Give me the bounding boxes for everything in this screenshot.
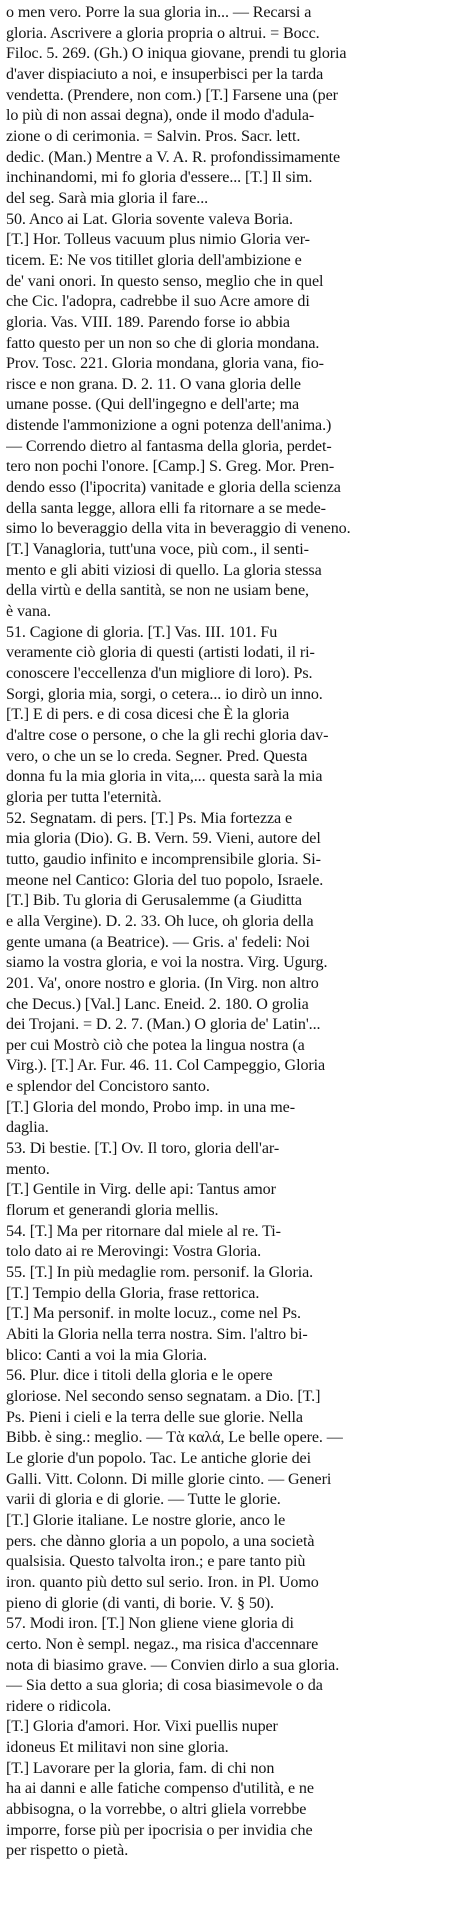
text-line: abbisogna, o la vorrebbe, o altri gliela vorrebbe <box>6 1801 307 1819</box>
text-line: ridere o ridicola. <box>6 1697 111 1715</box>
text-line: d'aver dispiaciuto a noi, e insuperbisci per la tarda <box>6 65 324 83</box>
text-line: iron. quanto più detto sul serio. Iron. in Pl. Uomo <box>6 1573 319 1591</box>
text-line: [T.] Bib. Tu gloria di Gerusalemme (a Giuditta <box>6 892 302 910</box>
text-line: dedic. (Man.) Mentre a V. A. R. profondissimamente <box>6 148 341 166</box>
text-line: [T.] Glorie italiane. Le nostre glorie, anco le <box>6 1511 286 1529</box>
text-line: 51. Cagione di gloria. [T.] Vas. III. 101. Fu <box>6 623 278 641</box>
text-line: o men vero. Porre la sua gloria in... — Recarsi a <box>6 4 312 21</box>
text-line: Galli. Vitt. Colonn. Di mille glorie cinto. — Generi <box>6 1470 332 1488</box>
text-line: 201. Va', onore nostro e gloria. (In Virg. non altro <box>6 974 319 992</box>
text-line: donna fu la mia gloria in vita,... questa sarà la mia <box>6 768 323 786</box>
text-line: veramente ciò gloria di questi (artisti lodati, il ri- <box>6 644 315 662</box>
text-line: umane posse. (Qui dell'ingegno e dell'arte; ma <box>6 396 300 414</box>
text-line: distende l'ammonizione a ogni potenza dell'anima.) <box>6 417 332 435</box>
text-line: simo lo beveraggio della vita in beveraggio di veneno. <box>6 520 351 538</box>
text-line: certo. Non è sempl. negaz., ma risica d'accennare <box>6 1635 319 1653</box>
text-line: imporre, forse più per ipocrisia o per invidia che <box>6 1821 313 1839</box>
text-line: pers. che dànno gloria a un popolo, a una società <box>6 1532 315 1550</box>
text-line: che Decus.) [Val.] Lanc. Eneid. 2. 180. O grolia <box>6 995 309 1013</box>
text-line: Sorgi, gloria mia, sorgi, o cetera... io dirò un inno. <box>6 685 323 703</box>
text-line: dei Trojani. = D. 2. 7. (Man.) O gloria de' Latin'... <box>6 1016 321 1034</box>
text-line: Le glorie d'un popolo. Tac. Le antiche glorie dei <box>6 1449 311 1467</box>
text-line: ha ai danni e alle fatiche compenso d'utilità, e ne <box>6 1780 314 1798</box>
text-line: e splendor del Concistoro santo. <box>6 1078 210 1096</box>
text-line: tero non pochi l'onore. [Camp.] S. Greg. Mor. Pren- <box>6 458 335 476</box>
text-line: risce e non grana. D. 2. 11. O vana gloria delle <box>6 375 301 393</box>
text-line: idoneus Et militavi non sine gloria. <box>6 1739 229 1757</box>
text-line: gloriose. Nel secondo senso segnatam. a Dio. [T.] <box>6 1387 321 1405</box>
text-line: blico: Canti a voi la mia Gloria. <box>6 1346 207 1364</box>
text-line: [T.] Gloria d'amori. Hor. Vixi puellis nuper <box>6 1718 278 1736</box>
text-line: [T.] Ma personif. in molte locuz., come nel Ps. <box>6 1305 301 1323</box>
text-line: Ps. Pieni i cieli e la terra delle sue glorie. Nella <box>6 1408 303 1426</box>
text-line: varii di gloria e di glorie. — Tutte le glorie. <box>6 1491 281 1509</box>
text-line: 52. Segnatam. di pers. [T.] Ps. Mia fortezza e <box>6 809 293 827</box>
text-line: gloria. Vas. VIII. 189. Parendo forse io abbia <box>6 313 290 331</box>
text-line: del seg. Sarà mia gloria il fare... <box>6 189 209 207</box>
text-line: pieno di glorie (di vanti, di borie. V. § 50). <box>6 1594 274 1612</box>
text-line: fatto questo per un non so che di gloria mondana. <box>6 334 320 352</box>
text-line: [T.] Lavorare per la gloria, fam. di chi non <box>6 1759 275 1777</box>
text-line: meone nel Cantico: Gloria del tuo popolo, Israele. <box>6 871 324 889</box>
text-line: per cui Mostrò ciò che potea la lingua nostra (a <box>6 1036 305 1054</box>
text-line: [T.] Gentile in Virg. delle api: Tantus amor <box>6 1181 276 1199</box>
text-line: 50. Anco ai Lat. Gloria sovente valeva Boria. <box>6 210 293 228</box>
text-line: [T.] Tempio della Gloria, frase rettorica. <box>6 1284 260 1302</box>
text-line: florum et generandi gloria mellis. <box>6 1202 219 1220</box>
text-line: per rispetto o pietà. <box>6 1842 129 1860</box>
text-line: vendetta. (Prendere, non com.) [T.] Farsene una (per <box>6 86 338 104</box>
text-line: della virtù e della santità, se non ne usiam bene, <box>6 582 309 600</box>
text-line: ticem. E: Ne vos titillet gloria dell'ambizione e <box>6 251 302 269</box>
text-line: conoscere l'eccellenza d'un migliore di loro). Ps. <box>6 665 313 682</box>
text-line: qualsisia. Questo talvolta iron.; e pare tanto più <box>6 1553 306 1571</box>
text-line: e alla Vergine). D. 2. 33. Oh luce, oh gloria della <box>6 912 314 930</box>
text-line: 53. Di bestie. [T.] Ov. Il toro, gloria dell'ar- <box>6 1140 280 1158</box>
text-line: gloria. Ascrivere a gloria propria o altrui. = Bocc. <box>6 24 320 42</box>
text-line: — Sia detto a sua gloria; di cosa biasimevole o da <box>6 1677 323 1695</box>
text-line: mento. <box>6 1160 50 1178</box>
text-line: tolo dato ai re Merovingi: Vostra Gloria. <box>6 1243 261 1261</box>
text-line: che Cic. l'adopra, cadrebbe il suo Acre amore di <box>6 293 310 311</box>
text-line: [T.] Vanagloria, tutt'una voce, più com., il senti- <box>6 541 309 559</box>
text-line: dendo esso (l'ipocrita) vanitade e gloria della scienza <box>6 479 341 497</box>
text-line: inchinandomi, mi fo gloria d'essere... [T.] Il sim. <box>6 169 313 187</box>
text-line: 54. [T.] Ma per ritornare dal miele al re. Ti- <box>6 1222 281 1240</box>
text-line: vero, o che un se lo creda. Segner. Pred. Questa <box>6 747 308 765</box>
text-line: della santa legge, allora elli fa ritornare a se mede- <box>6 499 326 517</box>
text-line: tutto, gaudio infinito e incomprensibile gloria. Si- <box>6 850 321 868</box>
text-line: 57. Modi iron. [T.] Non gliene viene gloria di <box>6 1615 294 1633</box>
text-line: [T.] Hor. Tolleus vacuum plus nimio Gloria ver- <box>6 231 310 249</box>
text-line: 55. [T.] In più medaglie rom. personif. la Gloria. <box>6 1264 314 1282</box>
text-line: d'altre cose o persone, o che la gli rechi gloria dav- <box>6 726 329 744</box>
text-line: zione o di cerimonia. = Salvin. Pros. Sacr. lett. <box>6 127 301 145</box>
text-line: de' vani onori. In questo senso, meglio che in quel <box>6 272 324 290</box>
text-line: gloria per tutta l'eternità. <box>6 788 162 806</box>
text-line: Virg.). [T.] Ar. Fur. 46. 11. Col Campeggio, Gloria <box>6 1057 326 1075</box>
text-line: mento e gli abiti viziosi di quello. La gloria stessa <box>6 561 322 579</box>
text-line: — Correndo dietro al fantasma della gloria, perdet- <box>6 437 332 455</box>
text-line: 56. Plur. dice i titoli della gloria e le opere <box>6 1367 273 1385</box>
text-line: gente umana (a Beatrice). — Gris. a' fedeli: Noi <box>6 933 310 951</box>
text-line: lo più di non assai degna), onde il modo d'adula- <box>6 107 315 125</box>
text-line: Prov. Tosc. 221. Gloria mondana, gloria vana, fio- <box>6 355 324 373</box>
text-line: nota di biasimo grave. — Convien dirlo a sua gloria. <box>6 1656 340 1674</box>
text-line: mia gloria (Dio). G. B. Vern. 59. Vieni, autore del <box>6 830 321 848</box>
text-line: Abiti la Gloria nella terra nostra. Sim. l'altro bi- <box>6 1326 308 1343</box>
text-line: [T.] Gloria del mondo, Probo imp. in una me- <box>6 1098 295 1116</box>
text-line: siamo la vostra gloria, e voi la nostra. Virg. Ugurg. <box>6 954 328 972</box>
text-line: è vana. <box>6 603 51 621</box>
text-line: daglia. <box>6 1119 49 1137</box>
text-line: Filoc. 5. 269. (Gh.) O iniqua giovane, prendi tu gloria <box>6 45 347 63</box>
text-line: Bibb. è sing.: meglio. — Τὰ καλά, Le belle opere. — <box>6 1429 343 1447</box>
text-line: [T.] E di pers. e di cosa dicesi che È la gloria <box>6 706 290 724</box>
